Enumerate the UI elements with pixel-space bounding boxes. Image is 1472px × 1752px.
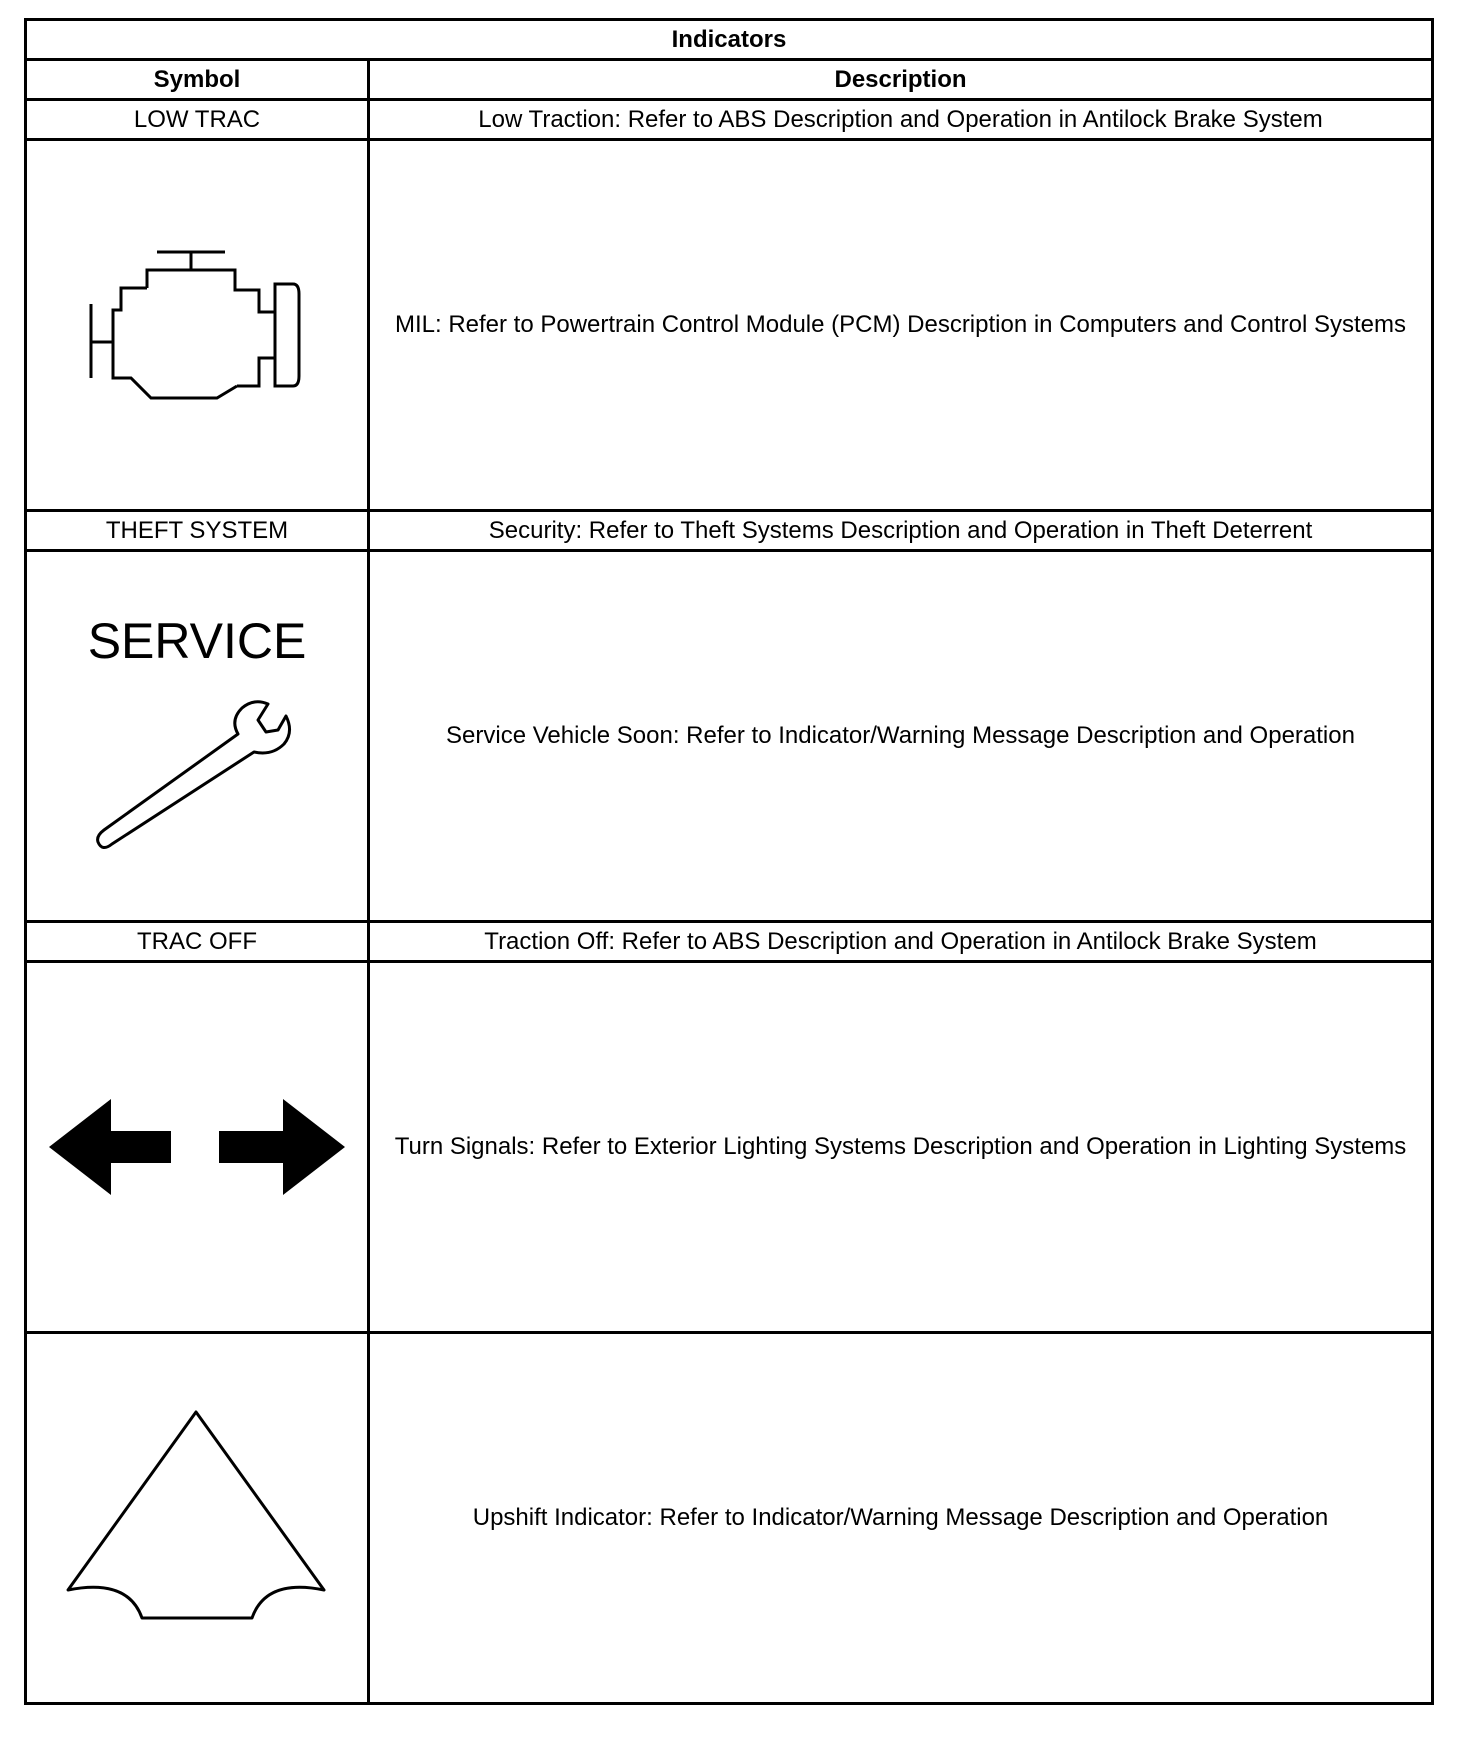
- symbol-cell: THEFT SYSTEM: [26, 511, 369, 551]
- description-cell: MIL: Refer to Powertrain Control Module (PCM) Description in Computers and Control Systems: [369, 140, 1433, 511]
- symbol-cell: [26, 962, 369, 1333]
- description-cell: Traction Off: Refer to ABS Description and Operation in Antilock Brake System: [369, 922, 1433, 962]
- table-row: [26, 551, 1433, 922]
- header-symbol: Symbol: [26, 60, 369, 100]
- upshift-icon: [62, 1408, 332, 1628]
- left-arrow-icon: [49, 1099, 171, 1195]
- service-wrench-icon: [82, 616, 312, 856]
- symbol-cell: [26, 551, 369, 922]
- table-row: [26, 962, 1433, 1333]
- turn-signal-arrows-icon: [47, 1097, 347, 1197]
- table-row: [26, 140, 1433, 511]
- service-icon-label: SERVICE: [87, 616, 307, 669]
- right-arrow-icon: [219, 1099, 345, 1195]
- engine-icon: [87, 250, 307, 400]
- description-cell: Low Traction: Refer to ABS Description and Operation in Antilock Brake System: [369, 100, 1433, 140]
- symbol-cell: [26, 140, 369, 511]
- table-row: [26, 1333, 1433, 1704]
- indicators-table: [24, 18, 1434, 1705]
- description-cell: Upshift Indicator: Refer to Indicator/Warning Message Description and Operation: [369, 1333, 1433, 1704]
- symbol-cell: TRAC OFF: [26, 922, 369, 962]
- table-row: [26, 100, 1433, 140]
- table-row: [26, 511, 1433, 551]
- table-title: Indicators: [26, 20, 1433, 60]
- symbol-cell: LOW TRAC: [26, 100, 369, 140]
- symbol-cell: [26, 1333, 369, 1704]
- description-cell: Service Vehicle Soon: Refer to Indicator/Warning Message Description and Operation: [369, 551, 1433, 922]
- description-cell: Security: Refer to Theft Systems Description and Operation in Theft Deterrent: [369, 511, 1433, 551]
- header-description: Description: [369, 60, 1433, 100]
- table-row: [26, 922, 1433, 962]
- description-cell: Turn Signals: Refer to Exterior Lighting Systems Description and Operation in Lighting Systems: [369, 962, 1433, 1333]
